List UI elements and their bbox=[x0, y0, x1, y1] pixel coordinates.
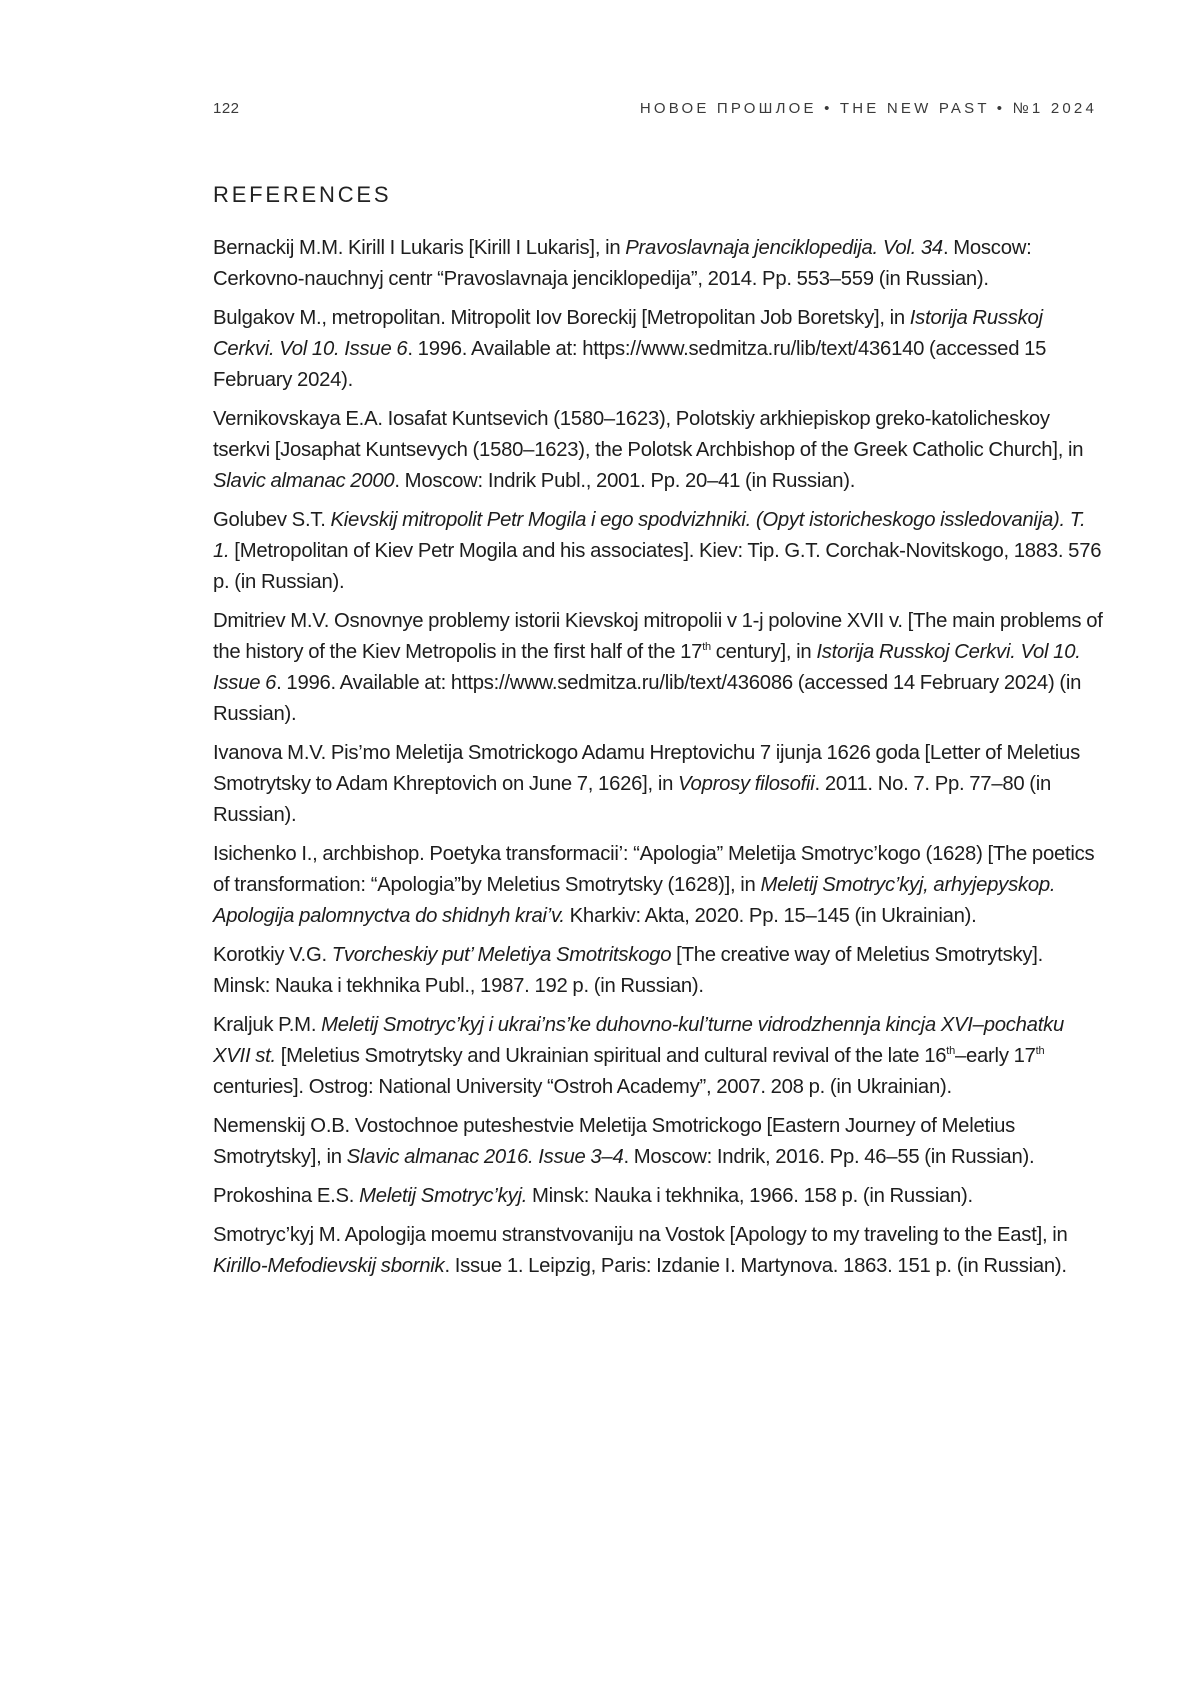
reference-entry: Dmitriev M.V. Osnovnye problemy istorii Kievskoj mitropolii v 1-j polovine XVII v. [The main problems of the history of the Kiev Metropolis in the first half of the 17th century], in Istorija Russkoj Cerkvi. Vol 10. Issue 6. 1996. Available at: https://www.sedmitza.ru/lib/text/436086 (accessed 14 February 2024) (in Russian). bbox=[213, 610, 1103, 725]
reference-entry: Nemenskij O.B. Vostochnoe puteshestvie Meletija Smotrickogo [Eastern Journey of Meletius Smotrytsky], in Slavic almanac 2016. Issue 3–4. Moscow: Indrik, 2016. Pp. 46–55 (in Russian). bbox=[213, 1115, 1035, 1168]
reference-entry: Prokoshina E.S. Meletij Smotryc’kyj. Minsk: Nauka i tekhnika, 1966. 158 p. (in Russian). bbox=[213, 1185, 973, 1207]
reference-entry: Smotryc’kyj M. Apologija moemu stranstvovaniju na Vostok [Apology to my traveling to the East], in Kirillo-Mefodievskij sbornik. Issue 1. Leipzig, Paris: Izdanie I. Martynova. 1863. 151 p. (in Russian). bbox=[213, 1224, 1068, 1277]
page-number: 122 bbox=[213, 100, 240, 117]
reference-entry: Bulgakov M., metropolitan. Mitropolit Iov Boreckij [Metropolitan Job Boretsky], in Istorija Russkoj Cerkvi. Vol 10. Issue 6. 1996. Available at: https://www.sedmitza.ru/lib/text/436140 (accessed 15 February 2024). bbox=[213, 307, 1047, 391]
page-header bbox=[213, 100, 1097, 117]
reference-entry: Bernackij M.M. Kirill I Lukaris [Kirill I Lukaris], in Pravoslavnaja jenciklopedija. Vol. 34. Moscow: Cerkovno-nauchnyj centr “Pravoslavnaja jenciklopedija”, 2014. Pp. 553–559 (in Russian). bbox=[213, 237, 1032, 290]
reference-entry: Isichenko I., archbishop. Poetyka transformacii’: “Apologia” Meletija Smotryc’kogo (1628) [The poetics of transformation: “Apologia”by Meletius Smotrytsky (1628)], in Meletij Smotryc’kyj, arhyjepyskop. Apologija palomnyctva do shidnyh krai’v. Kharkiv: Akta, 2020. Pp. 15–145 (in Ukrainian). bbox=[213, 843, 1095, 927]
section-title: REFERENCES bbox=[213, 182, 392, 207]
reference-entry: Kraljuk P.M. Meletij Smotryc’kyj i ukrai’ns’ke duhovno-kul’turne vidrodzhennja kincja XVI–pochatku XVII st. [Meletius Smotrytsky and Ukrainian spiritual and cultural revival of the late 16th–early 17th centuries]. Ostrog: National University “Ostroh Academy”, 2007. 208 p. (in Ukrainian). bbox=[213, 1014, 1065, 1098]
references-list bbox=[213, 233, 1103, 1290]
reference-entry: Vernikovskaya E.A. Iosafat Kuntsevich (1580–1623), Polotskiy arkhiepiskop greko-katolicheskoy tserkvi [Josaphat Kuntsevych (1580–1623), the Polotsk Archbishop of the Greek Catholic Church], in Slavic almanac 2000. Moscow: Indrik Publ., 2001. Pp. 20–41 (in Russian). bbox=[213, 408, 1084, 492]
reference-entry: Korotkiy V.G. Tvorcheskiy put’ Meletiya Smotritskogo [The creative way of Meletius Smotrytsky]. Minsk: Nauka i tekhnika Publ., 1987. 192 p. (in Russian). bbox=[213, 944, 1044, 997]
journal-running-title: НОВОЕ ПРОШЛОЕ • THE NEW PAST • №1 2024 bbox=[639, 100, 1097, 117]
reference-entry: Ivanova M.V. Pis’mo Meletija Smotrickogo Adamu Hreptovichu 7 ijunja 1626 goda [Letter of Meletius Smotrytsky to Adam Khreptovich on June 7, 1626], in Voprosy filosofii. 2011. No. 7. Pp. 77–80 (in Russian). bbox=[213, 742, 1080, 826]
reference-entry: Golubev S.T. Kievskij mitropolit Petr Mogila i ego spodvizhniki. (Opyt istoricheskogo issledovanija). T. 1. [Metropolitan of Kiev Petr Mogila and his associates]. Kiev: Tip. G.T. Corchak-Novitskogo, 1883. 576 p. (in Russian). bbox=[213, 509, 1102, 593]
